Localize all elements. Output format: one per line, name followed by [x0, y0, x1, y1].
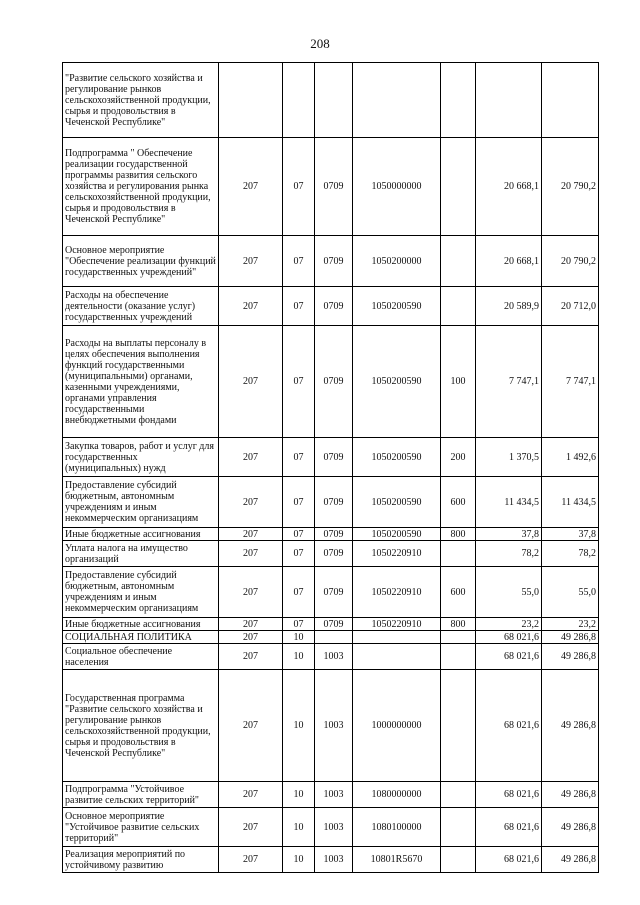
cell-name: Подпрограмма "Устойчивое развитие сельских территорий"	[63, 782, 219, 808]
cell-rz: 10	[283, 670, 315, 782]
cell-pr: 1003	[315, 670, 353, 782]
cell-name: Реализация мероприятий по устойчивому развитию	[63, 847, 219, 873]
table-body	[63, 63, 599, 873]
cell-csr: 1050200590	[353, 438, 441, 477]
cell-ved: 207	[219, 236, 283, 287]
cell-rz: 07	[283, 618, 315, 631]
cell-rz: 07	[283, 567, 315, 618]
cell-csr: 1050200000	[353, 236, 441, 287]
cell-ved: 207	[219, 670, 283, 782]
cell-csr: 1050000000	[353, 138, 441, 236]
cell-sum-1: 7 747,1	[476, 326, 542, 438]
cell-name: "Развитие сельского хозяйства и регулирование рынков сельскохозяйственной продукции, сырья и продовольствия в Чеченской Республике"	[63, 63, 219, 138]
cell-csr	[353, 631, 441, 644]
cell-vr	[441, 236, 476, 287]
cell-rz: 10	[283, 847, 315, 873]
cell-sum-1: 20 589,9	[476, 287, 542, 326]
cell-sum-2: 20 712,0	[542, 287, 599, 326]
cell-rz: 07	[283, 477, 315, 528]
cell-vr	[441, 847, 476, 873]
cell-pr: 0709	[315, 618, 353, 631]
cell-rz: 10	[283, 808, 315, 847]
table-row	[63, 618, 599, 631]
cell-sum-2: 23,2	[542, 618, 599, 631]
cell-ved: 207	[219, 326, 283, 438]
table-row	[63, 670, 599, 782]
cell-csr: 10801R5670	[353, 847, 441, 873]
cell-csr: 1050200590	[353, 477, 441, 528]
cell-sum-1: 1 370,5	[476, 438, 542, 477]
cell-pr: 0709	[315, 528, 353, 541]
cell-csr: 1050220910	[353, 567, 441, 618]
cell-name: Социальное обеспечение населения	[63, 644, 219, 670]
cell-vr	[441, 541, 476, 567]
cell-vr	[441, 808, 476, 847]
cell-pr: 1003	[315, 782, 353, 808]
cell-name: Предоставление субсидий бюджетным, автономным учреждениям и иным некоммерческим организациям	[63, 477, 219, 528]
cell-name: Уплата налога на имущество организаций	[63, 541, 219, 567]
table-row	[63, 631, 599, 644]
cell-sum-2	[542, 63, 599, 138]
cell-ved: 207	[219, 567, 283, 618]
table-row	[63, 438, 599, 477]
cell-sum-2: 49 286,8	[542, 847, 599, 873]
table-row	[63, 782, 599, 808]
cell-rz	[283, 63, 315, 138]
cell-rz: 07	[283, 528, 315, 541]
cell-sum-1: 20 668,1	[476, 236, 542, 287]
cell-sum-1: 78,2	[476, 541, 542, 567]
cell-sum-1: 68 021,6	[476, 782, 542, 808]
cell-name: Основное мероприятие "Устойчивое развитие сельских территорий"	[63, 808, 219, 847]
table-row	[63, 541, 599, 567]
cell-sum-1: 68 021,6	[476, 670, 542, 782]
cell-rz: 10	[283, 644, 315, 670]
cell-vr	[441, 782, 476, 808]
cell-sum-2: 78,2	[542, 541, 599, 567]
cell-sum-2: 49 286,8	[542, 808, 599, 847]
cell-pr: 0709	[315, 138, 353, 236]
cell-pr: 1003	[315, 808, 353, 847]
cell-ved: 207	[219, 138, 283, 236]
cell-sum-2: 55,0	[542, 567, 599, 618]
cell-csr: 1000000000	[353, 670, 441, 782]
cell-pr: 1003	[315, 644, 353, 670]
cell-sum-1: 68 021,6	[476, 631, 542, 644]
cell-name: Закупка товаров, работ и услуг для государственных (муниципальных) нужд	[63, 438, 219, 477]
cell-ved: 207	[219, 528, 283, 541]
cell-ved: 207	[219, 847, 283, 873]
cell-vr: 600	[441, 477, 476, 528]
cell-vr	[441, 670, 476, 782]
cell-pr: 0709	[315, 236, 353, 287]
table-row	[63, 287, 599, 326]
table-row	[63, 528, 599, 541]
table-row	[63, 808, 599, 847]
cell-vr: 100	[441, 326, 476, 438]
cell-ved	[219, 63, 283, 138]
table-row	[63, 847, 599, 873]
table-row	[63, 477, 599, 528]
cell-csr	[353, 644, 441, 670]
cell-rz: 10	[283, 631, 315, 644]
cell-pr: 0709	[315, 326, 353, 438]
cell-csr: 1050200590	[353, 287, 441, 326]
cell-sum-1: 55,0	[476, 567, 542, 618]
cell-csr: 1080000000	[353, 782, 441, 808]
cell-ved: 207	[219, 782, 283, 808]
cell-ved: 207	[219, 618, 283, 631]
cell-pr: 0709	[315, 477, 353, 528]
cell-name: Основное мероприятие "Обеспечение реализации функций государственных учреждений"	[63, 236, 219, 287]
cell-sum-1	[476, 63, 542, 138]
cell-name: Расходы на выплаты персоналу в целях обеспечения выполнения функций государственными (муниципальными) органами, казенными учреждениями, органами управления государственными внебюджетными фондами	[63, 326, 219, 438]
cell-sum-2: 20 790,2	[542, 236, 599, 287]
cell-sum-2: 49 286,8	[542, 782, 599, 808]
cell-vr	[441, 287, 476, 326]
cell-name: СОЦИАЛЬНАЯ ПОЛИТИКА	[63, 631, 219, 644]
cell-sum-1: 20 668,1	[476, 138, 542, 236]
cell-rz: 07	[283, 138, 315, 236]
cell-sum-2: 11 434,5	[542, 477, 599, 528]
cell-vr	[441, 63, 476, 138]
budget-table	[62, 62, 599, 873]
cell-ved: 207	[219, 438, 283, 477]
cell-rz: 07	[283, 438, 315, 477]
cell-pr: 0709	[315, 287, 353, 326]
cell-ved: 207	[219, 541, 283, 567]
cell-pr: 0709	[315, 541, 353, 567]
cell-csr	[353, 63, 441, 138]
cell-sum-1: 37,8	[476, 528, 542, 541]
cell-csr: 1050220910	[353, 618, 441, 631]
cell-csr: 1050200590	[353, 326, 441, 438]
cell-ved: 207	[219, 287, 283, 326]
cell-name: Предоставление субсидий бюджетным, автономным учреждениям и иным некоммерческим организациям	[63, 567, 219, 618]
cell-pr: 1003	[315, 847, 353, 873]
cell-vr: 600	[441, 567, 476, 618]
cell-rz: 07	[283, 541, 315, 567]
cell-name: Расходы на обеспечение деятельности (оказание услуг) государственных учреждений	[63, 287, 219, 326]
cell-vr	[441, 138, 476, 236]
table-row	[63, 138, 599, 236]
cell-sum-1: 68 021,6	[476, 847, 542, 873]
cell-sum-2: 37,8	[542, 528, 599, 541]
table-row	[63, 63, 599, 138]
cell-ved: 207	[219, 644, 283, 670]
page-number: 208	[310, 36, 330, 51]
cell-rz: 07	[283, 236, 315, 287]
table-row	[63, 326, 599, 438]
cell-ved: 207	[219, 631, 283, 644]
cell-name: Подпрограмма " Обеспечение реализации государственной программы развития сельского хозяйства и регулирования рынка сельскохозяйственной продукции, сырья и продовольствия в Чеченской Республике"	[63, 138, 219, 236]
cell-sum-2: 49 286,8	[542, 644, 599, 670]
cell-vr	[441, 644, 476, 670]
cell-name: Иные бюджетные ассигнования	[63, 528, 219, 541]
cell-sum-2: 20 790,2	[542, 138, 599, 236]
cell-pr	[315, 631, 353, 644]
cell-sum-1: 68 021,6	[476, 644, 542, 670]
cell-sum-2: 49 286,8	[542, 631, 599, 644]
cell-sum-1: 23,2	[476, 618, 542, 631]
cell-pr: 0709	[315, 438, 353, 477]
cell-rz: 07	[283, 287, 315, 326]
cell-vr: 800	[441, 618, 476, 631]
cell-rz: 10	[283, 782, 315, 808]
cell-vr: 200	[441, 438, 476, 477]
cell-ved: 207	[219, 808, 283, 847]
cell-name: Иные бюджетные ассигнования	[63, 618, 219, 631]
cell-vr: 800	[441, 528, 476, 541]
cell-name: Государственная программа "Развитие сельского хозяйства и регулирование рынков сельскохозяйственной продукции, сырья и продовольствия в Чеченской Республике"	[63, 670, 219, 782]
cell-rz: 07	[283, 326, 315, 438]
cell-sum-2: 49 286,8	[542, 670, 599, 782]
cell-pr	[315, 63, 353, 138]
cell-ved: 207	[219, 477, 283, 528]
table-row	[63, 567, 599, 618]
cell-vr	[441, 631, 476, 644]
cell-sum-1: 11 434,5	[476, 477, 542, 528]
cell-sum-1: 68 021,6	[476, 808, 542, 847]
cell-sum-2: 1 492,6	[542, 438, 599, 477]
cell-csr: 1080100000	[353, 808, 441, 847]
cell-csr: 1050220910	[353, 541, 441, 567]
table-row	[63, 236, 599, 287]
cell-csr: 1050200590	[353, 528, 441, 541]
table-row	[63, 644, 599, 670]
cell-sum-2: 7 747,1	[542, 326, 599, 438]
cell-pr: 0709	[315, 567, 353, 618]
